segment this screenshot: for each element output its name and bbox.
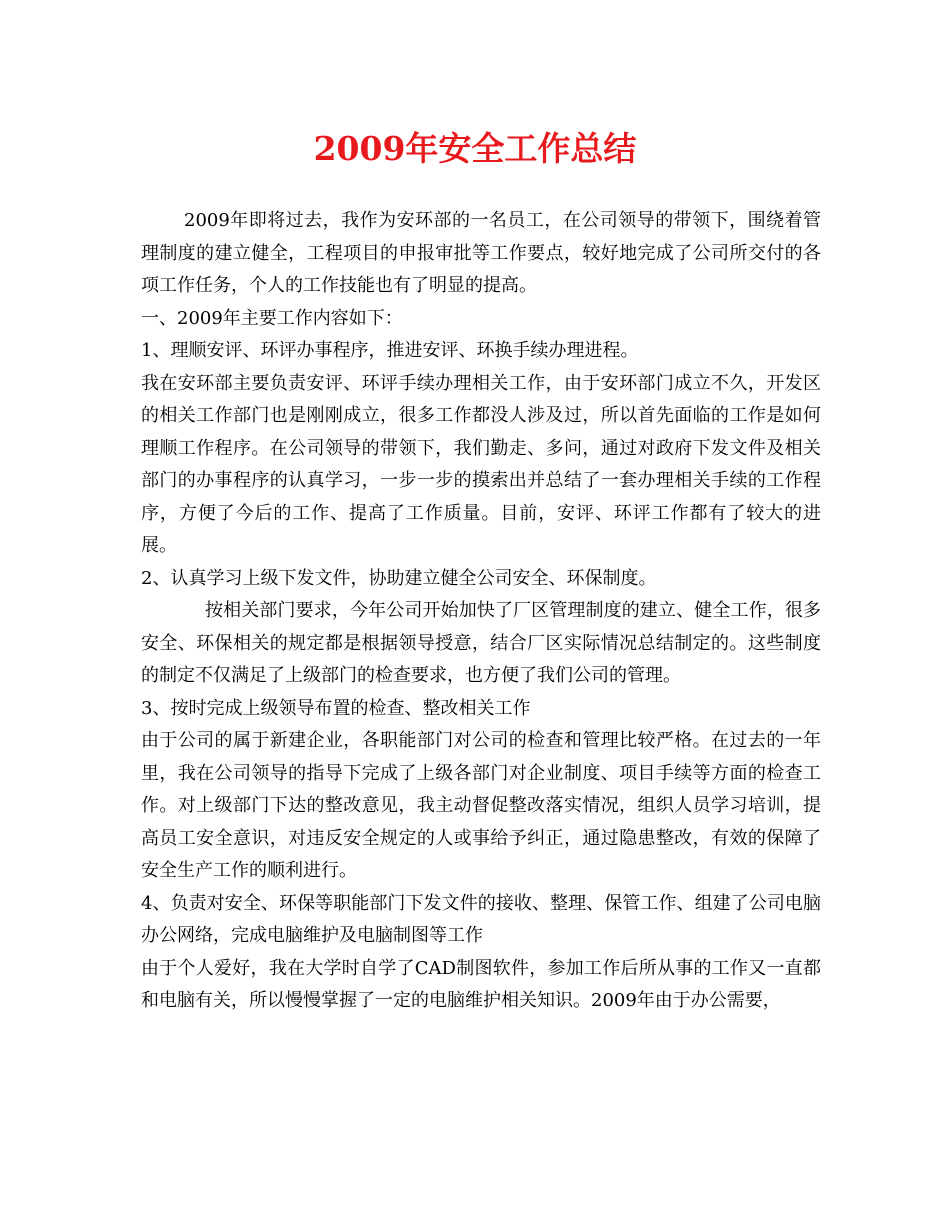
item-paragraph-4: 由于个人爱好，我在大学时自学了CAD制图软件，参加工作后所从事的工作又一直都和电脑有关，所以慢慢掌握了一定的电脑维护相关知识。2009年由于办公需要， <box>141 957 821 1011</box>
item-paragraph-3: 由于公司的属于新建企业，各职能部门对公司的检查和管理比较严格。在过去的一年里，我在公司领导的指导下完成了上级各部门对企业制度、项目手续等方面的检查工作。对上级部门下达的整改意见，我主动督促整改落实情况，组织人员学习培训，提高员工安全意识，对违反安全规定的人或事给予纠正，通过隐患整改，有效的保障了安全生产工作的顺利进行。 <box>141 730 821 881</box>
item-heading-2: 2、认真学习上级下发文件，协助建立健全公司安全、环保制度。 <box>141 567 657 589</box>
intro-paragraph: 2009年即将过去，我作为安环部的一名员工，在公司领导的带领下，围绕着管理制度的建立健全，工程项目的申报审批等工作要点，较好地完成了公司所交付的各项工作任务，个人的工作技能也有了明显的提高。 <box>141 210 821 296</box>
document-body <box>141 205 821 1018</box>
section-heading-main-work: 一、2009年主要工作内容如下： <box>141 307 403 329</box>
item-heading-1: 1、理顺安评、环评办事程序，推进安评、环换手续办理进程。 <box>141 340 639 361</box>
item-heading-4: 4、负责对安全、环保等职能部门下发文件的接收、整理、保管工作、组建了公司电脑办公网络，完成电脑维护及电脑制图等工作 <box>141 892 821 946</box>
document-title: 2009年安全工作总结 <box>313 129 637 168</box>
item-paragraph-1: 我在安环部主要负责安评、环评手续办理相关工作，由于安环部门成立不久，开发区的相关工作部门也是刚刚成立，很多工作都没人涉及过，所以首先面临的工作是如何理顺工作程序。在公司领导的带领下，我们勤走、多问，通过对政府下发文件及相关部门的办事程序的认真学习，一步一步的摸索出并总结了一套办理相关手续的工作程序，方便了今后的工作、提高了工作质量。目前，安评、环评工作都有了较大的进展。 <box>141 372 821 556</box>
item-paragraph-2: 按相关部门要求，今年公司开始加快了厂区管理制度的建立、健全工作，很多安全、环保相关的规定都是根据领导授意，结合厂区实际情况总结制定的。这些制度的制定不仅满足了上级部门的检查要求，也方便了我们公司的管理。 <box>141 600 821 686</box>
item-heading-3: 3、按时完成上级领导布置的检查、整改相关工作 <box>141 697 531 719</box>
